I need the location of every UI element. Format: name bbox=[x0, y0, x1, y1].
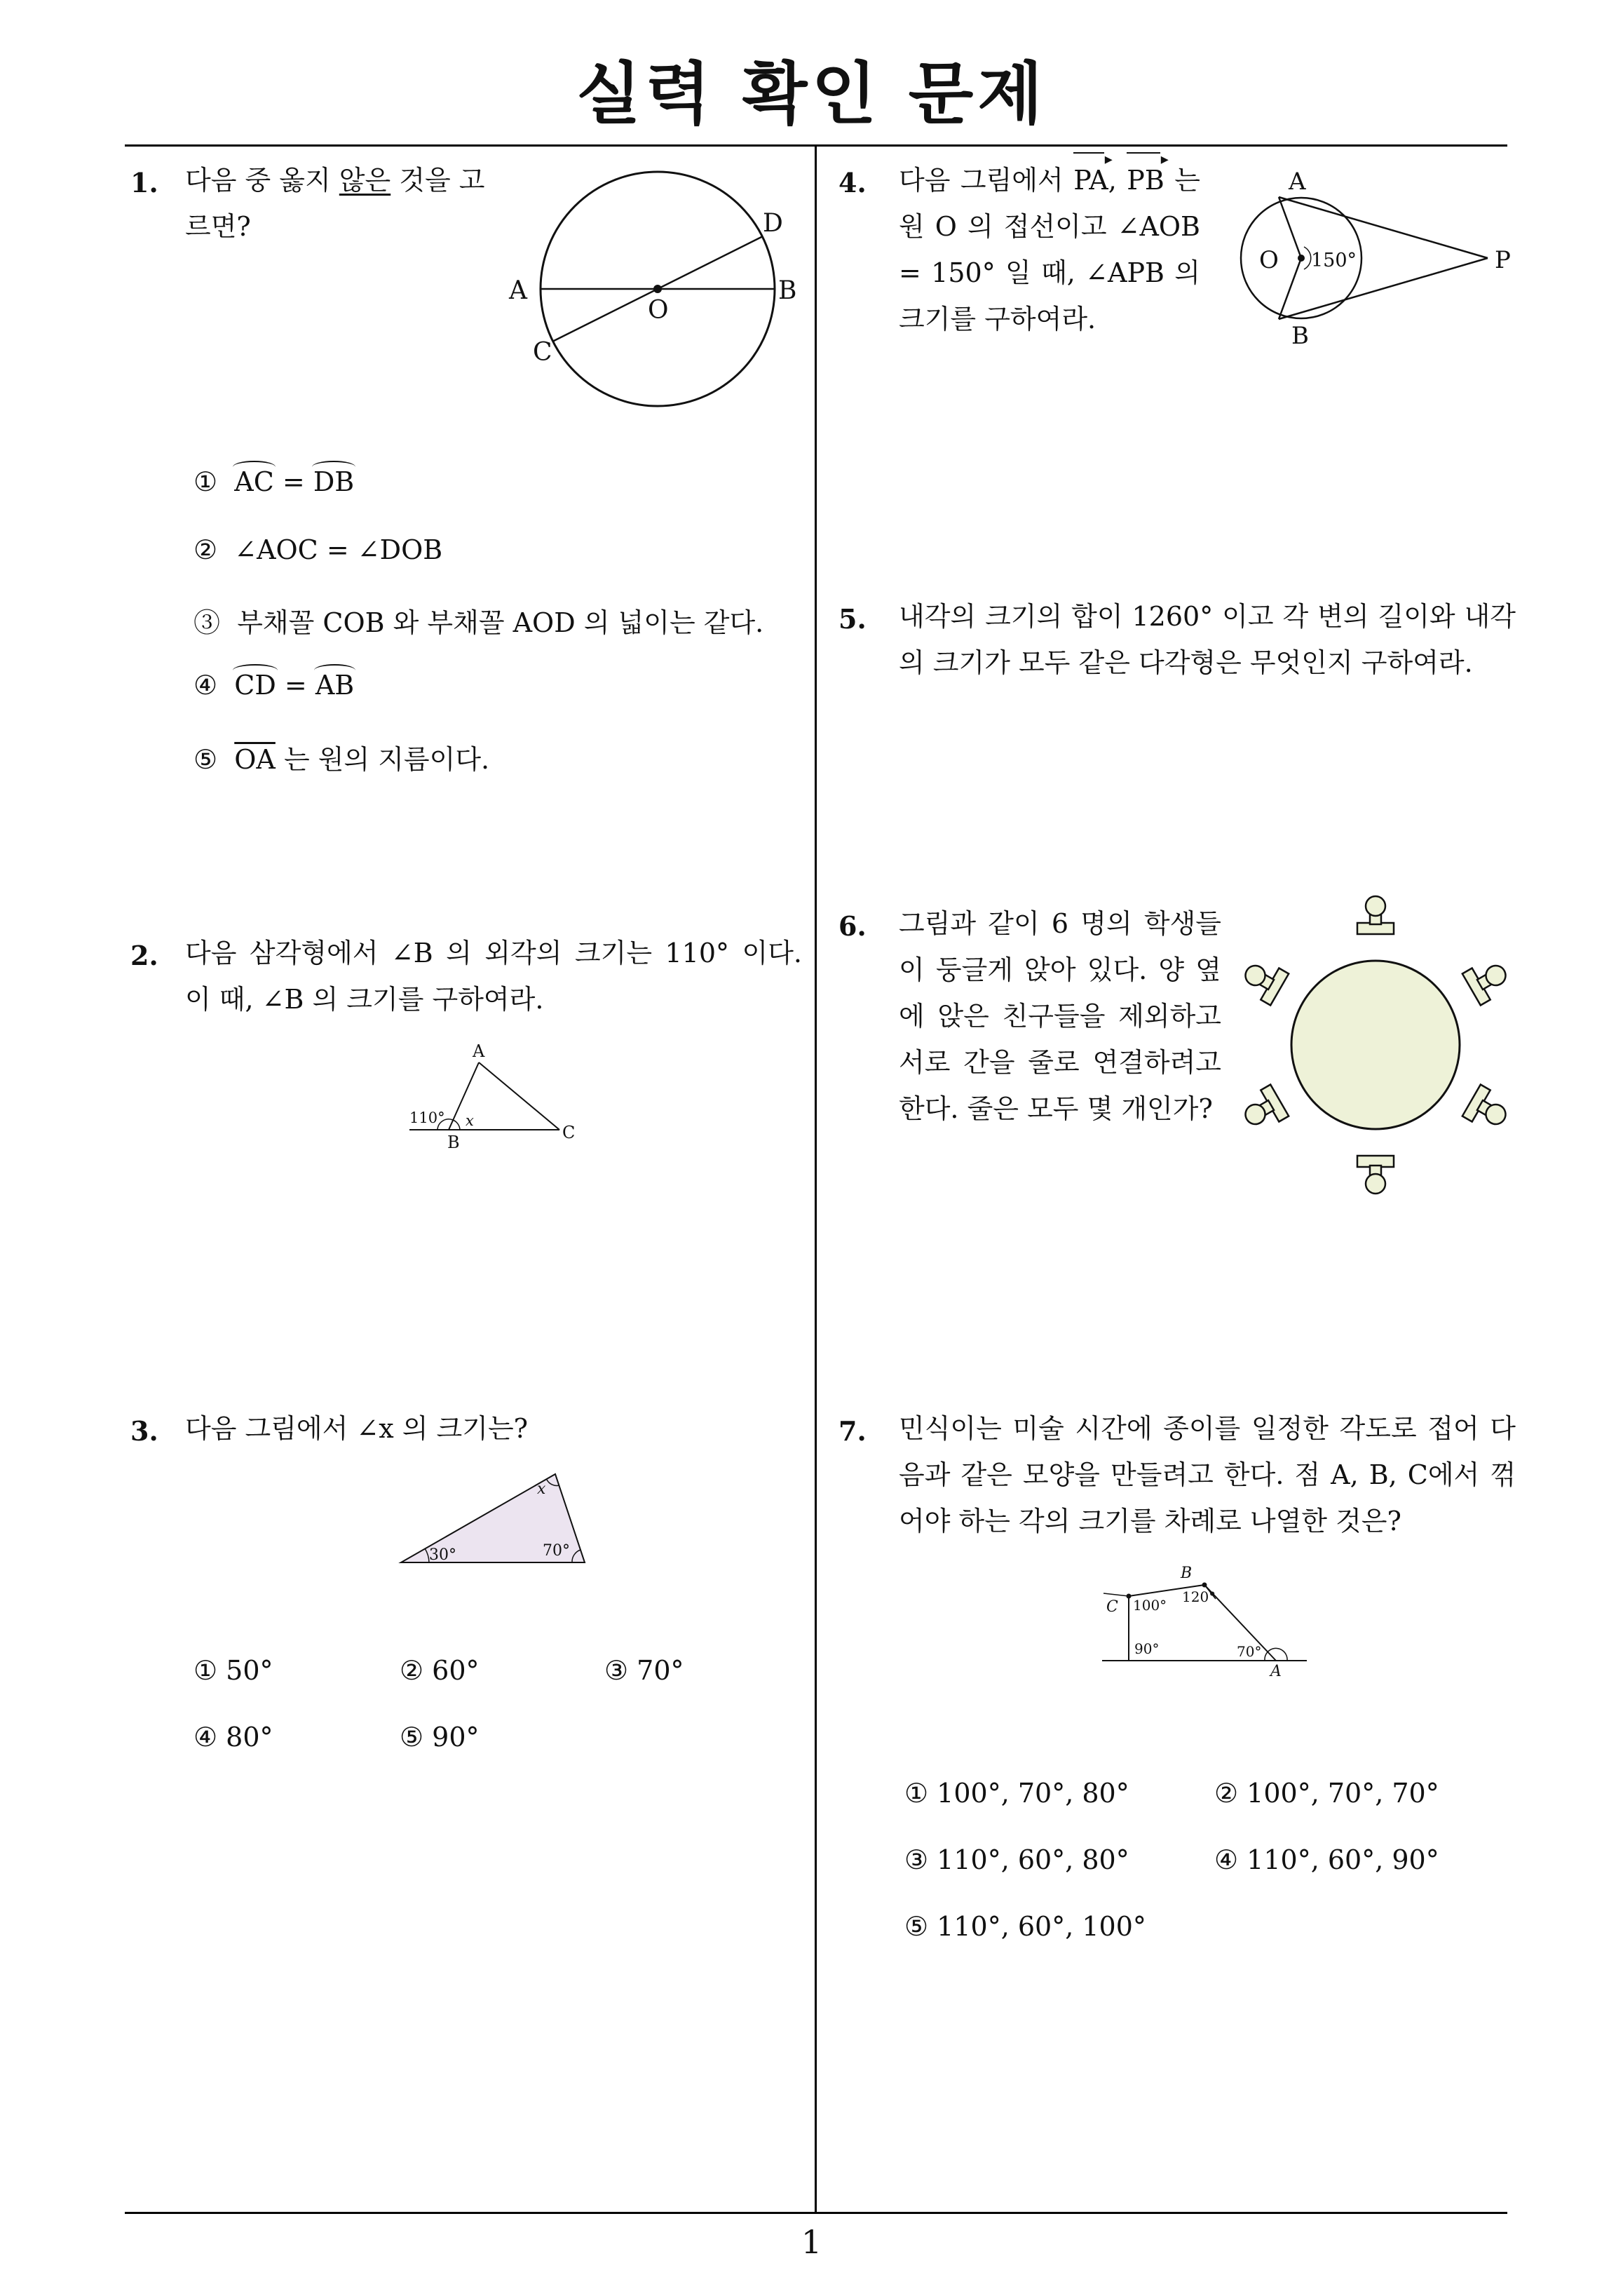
interior-arc bbox=[453, 1120, 460, 1130]
angle-x-label: x bbox=[537, 1480, 546, 1498]
q7-option-3[interactable]: ③ 110°, 60°, 80° bbox=[904, 1844, 1129, 1875]
q6-table-figure bbox=[1242, 912, 1509, 1178]
seat-lower-right bbox=[1462, 1084, 1514, 1135]
seat-upper-right bbox=[1462, 954, 1514, 1005]
angle-90-label: 90° bbox=[1134, 1640, 1160, 1657]
bottom-rule bbox=[125, 2212, 1507, 2214]
q3-option-5[interactable]: ⑤ 90° bbox=[400, 1722, 480, 1753]
q1-emphasis: 않은 bbox=[339, 165, 391, 196]
q3-number: 3. bbox=[130, 1415, 158, 1447]
seat-upper-left bbox=[1237, 954, 1289, 1005]
q3-triangle-figure bbox=[397, 1466, 593, 1571]
q4-number: 4. bbox=[838, 167, 867, 198]
q6-number: 6. bbox=[838, 910, 867, 942]
seat-lower-left bbox=[1237, 1084, 1289, 1135]
q2-text: 다음 삼각형에서 ∠B 의 외각의 크기는 110° 이다. 이 때, ∠B 의 크기를 구하여라. bbox=[185, 938, 802, 1015]
q1-number: 1. bbox=[130, 167, 158, 198]
radius-oa bbox=[1279, 197, 1301, 258]
seat-bottom bbox=[1357, 1156, 1394, 1194]
label-c: C bbox=[533, 338, 552, 367]
q5-text: 내각의 크기의 합이 1260° 이고 각 변의 길이와 내각의 크기가 모두 같은 다각형은 무엇인지 구하여라. bbox=[899, 601, 1516, 678]
side-ac bbox=[479, 1062, 559, 1130]
q7-text: 민식이는 미술 시간에 종이를 일정한 각도로 접어 다음과 같은 모양을 만들려고 한다. 점 A, B, C에서 꺾어야 하는 각의 크기를 차례로 나열한 것은? bbox=[899, 1413, 1516, 1537]
arc-a bbox=[1265, 1648, 1287, 1661]
label-a: A bbox=[1270, 1663, 1282, 1680]
q7-number: 7. bbox=[838, 1415, 867, 1447]
q6-text: 그림과 같이 6 명의 학생들이 둥글게 앉아 있다. 양 옆에 앉은 친구들을 제외하고 서로 간을 줄로 연결하려고 한다. 줄은 모두 몇 개인가? bbox=[899, 908, 1221, 1124]
q4-text: 다음 그림에서 PA ▸, PB ▸ 는 원 O 의 접선이고 ∠AOB = 150° 일 때, ∠APB 의 크기를 구하여라. bbox=[899, 157, 1200, 342]
q4-tangent-figure bbox=[1234, 168, 1528, 351]
fold-top bbox=[1103, 1593, 1129, 1596]
q7-option-2[interactable]: ② 100°, 70°, 70° bbox=[1214, 1778, 1439, 1809]
angle-70-label: 70° bbox=[1237, 1643, 1262, 1660]
angle-150-label: 150° bbox=[1311, 250, 1357, 271]
seat-top bbox=[1357, 896, 1394, 934]
label-o: O bbox=[1259, 246, 1279, 274]
angle-x-label: x bbox=[466, 1112, 474, 1129]
q1-option-3[interactable]: ③ 부채꼴 COB 와 부채꼴 AOD 의 넓이는 같다. bbox=[193, 607, 764, 638]
point-b bbox=[1202, 1583, 1207, 1588]
q5-number: 5. bbox=[838, 603, 867, 635]
vector-pa: PA ▸ bbox=[1073, 157, 1108, 203]
label-o: O bbox=[648, 296, 669, 325]
vector-pb: PB ▸ bbox=[1127, 157, 1164, 203]
point-c bbox=[1127, 1594, 1132, 1599]
label-d: D bbox=[763, 209, 783, 238]
label-a: A bbox=[473, 1041, 485, 1061]
exterior-angle-label: 110° bbox=[409, 1109, 445, 1126]
angle-30-label: 30° bbox=[429, 1546, 456, 1564]
q3-option-1[interactable]: ① 50° bbox=[193, 1655, 273, 1686]
label-b: B bbox=[778, 276, 797, 305]
label-p: P bbox=[1495, 246, 1511, 274]
q7-option-1[interactable]: ① 100°, 70°, 80° bbox=[904, 1778, 1129, 1809]
q2-triangle-figure bbox=[407, 1041, 589, 1154]
q3-option-2[interactable]: ② 60° bbox=[400, 1655, 480, 1686]
q3-option-3[interactable]: ③ 70° bbox=[604, 1655, 684, 1686]
center-arc bbox=[1304, 247, 1311, 269]
page-title: 실력 확인 문제 bbox=[576, 55, 1047, 133]
tangent-pa bbox=[1279, 197, 1488, 258]
label-c: C bbox=[562, 1123, 576, 1142]
angle-70-label: 70° bbox=[543, 1542, 570, 1560]
tangent-pb bbox=[1279, 258, 1488, 319]
q1-option-5[interactable]: ⑤ $\overline{OA}$ 는 원의 지름이다. bbox=[193, 744, 490, 775]
angle-120-label: 120° bbox=[1182, 1588, 1216, 1605]
radius-ob bbox=[1279, 258, 1301, 319]
q7-option-5[interactable]: ⑤ 110°, 60°, 100° bbox=[904, 1911, 1146, 1942]
q1-option-1[interactable]: ① AC = DB bbox=[193, 466, 355, 497]
column-divider bbox=[815, 144, 817, 2213]
label-a: A bbox=[1289, 168, 1306, 196]
q1-circle-figure bbox=[505, 168, 799, 442]
angle-100-label: 100° bbox=[1133, 1597, 1167, 1614]
q3-option-4[interactable]: ④ 80° bbox=[193, 1722, 273, 1753]
q7-folded-paper-figure bbox=[1099, 1555, 1310, 1689]
label-c: C bbox=[1106, 1598, 1118, 1616]
q7-option-4[interactable]: ④ 110°, 60°, 90° bbox=[1214, 1844, 1439, 1875]
label-a: A bbox=[509, 276, 527, 305]
q1-text: 다음 중 옳지 않은 것을 고르면? bbox=[185, 165, 485, 242]
label-b: B bbox=[1181, 1565, 1193, 1582]
page-number: 1 bbox=[801, 2223, 822, 2261]
center-dot bbox=[653, 285, 662, 293]
label-b: B bbox=[447, 1133, 460, 1152]
center-dot bbox=[1298, 255, 1305, 262]
round-table bbox=[1291, 961, 1460, 1129]
label-b: B bbox=[1291, 322, 1309, 350]
q1-option-4[interactable]: ④ CD = AB bbox=[193, 670, 355, 701]
q3-text: 다음 그림에서 ∠x 의 크기는? bbox=[185, 1413, 529, 1444]
q2-number: 2. bbox=[130, 940, 158, 971]
q1-option-2[interactable]: ② ∠AOC = ∠DOB bbox=[193, 534, 443, 565]
